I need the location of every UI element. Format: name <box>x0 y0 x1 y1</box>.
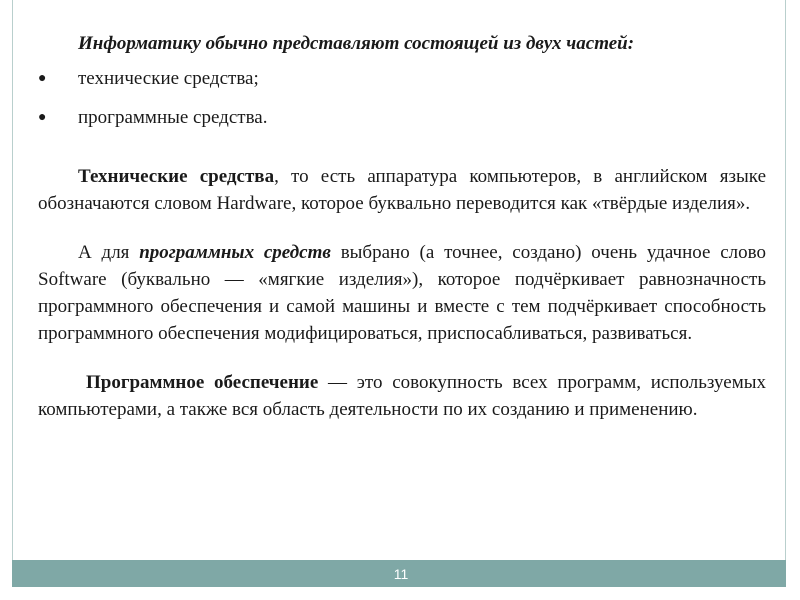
software-paragraph <box>38 239 766 347</box>
bullet-dot-icon: ● <box>38 71 47 86</box>
hardware-text: , то есть аппаратура компьютеров, в английском языке обозначаются словом Hardware, которое буквально переводится как «твёрдые изделия». <box>38 166 766 214</box>
footer-bar <box>12 560 786 587</box>
definition-paragraph <box>38 369 766 423</box>
bullet-list <box>38 65 766 131</box>
software-lead: А для <box>78 242 140 263</box>
definition-text: — это совокупность всех программ, используемых компьютерами, а также вся область деятельности по их созданию и применению. <box>38 372 766 420</box>
software-text: выбрано (а точнее, создано) очень удачное слово Software (буквально — «мягкие изделия»), которое подчёркивает равнозначность программного обеспечения и самой машины и вместе с тем подчёркивает способность программного обеспечения модифицироваться, приспосабливаться, развиваться. <box>38 242 766 344</box>
bullet-text: технические средства; <box>78 68 259 89</box>
page-number: 11 <box>393 565 409 582</box>
hardware-paragraph <box>38 163 766 217</box>
bullet-item <box>38 104 766 131</box>
bullet-item <box>38 65 766 92</box>
intro-heading: Информатику обычно представляют состоящей из двух частей: <box>78 33 635 54</box>
hardware-term: Технические средства <box>78 166 275 187</box>
bullet-dot-icon: ● <box>38 110 47 125</box>
bullet-text: программные средства. <box>78 107 268 128</box>
definition-term: Программное обеспечение <box>86 372 319 393</box>
slide-content <box>38 30 766 423</box>
software-term: программных средств <box>139 242 331 263</box>
